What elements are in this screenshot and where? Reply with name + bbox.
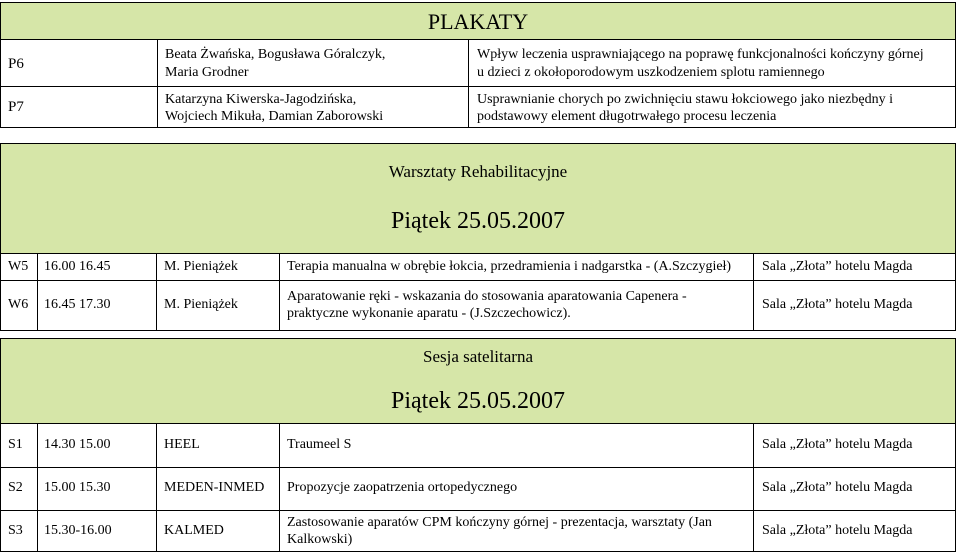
workshop-room: Sala „Złota” hotelu Magda [762,259,913,274]
workshops-col-divider-4 [753,253,754,331]
satellite-room: Sala „Złota” hotelu Magda [762,480,913,495]
workshops-heading: Warsztaty Rehabilitacyjne [388,162,568,181]
satellite-id: S2 [8,480,23,495]
workshop-room: Sala „Złota” hotelu Magda [762,297,913,312]
satellite-topic-line: Kalkowski) [287,532,353,547]
workshop-topic-line: Aparatowanie ręki - wskazania do stosowania aparatowania Capenera - [287,289,687,304]
satellite-company: MEDEN-INMED [164,480,265,495]
workshop-topic-line: praktyczne wykonanie aparatu - (J.Szczechowicz). [287,306,571,321]
satellite-id: S1 [8,437,23,452]
satellite-time: 15.30-16.00 [44,523,112,538]
satellite-col-divider-4 [753,423,754,552]
workshops-row-divider [0,280,956,281]
satellite-id: S3 [8,523,23,538]
workshop-id: W5 [8,259,29,274]
satellite-row-divider-1 [0,467,956,468]
posters-heading: PLAKATY [0,2,956,40]
workshop-lead: M. Pieniążek [164,297,238,312]
workshop-lead: M. Pieniążek [164,259,238,274]
poster-title-line: podstawowy element długotrwałego procesu leczenia [477,109,777,124]
satellite-company: KALMED [164,523,224,538]
workshop-time: 16.00 16.45 [44,259,111,274]
poster-authors-line: Katarzyna Kiwerska-Jagodzińska, [165,92,357,107]
satellite-col-divider-2 [156,423,157,552]
workshop-topic-line: Terapia manualna w obrębie łokcia, przedramienia i nadgarstka - (A.Szczygieł) [287,259,732,274]
satellite-date: Piątek 25.05.2007 [391,388,565,414]
workshops-col-divider-2 [156,253,157,331]
poster-id: P6 [8,56,24,72]
satellite-time: 14.30 15.00 [44,437,111,452]
workshop-id: W6 [8,297,29,312]
satellite-company: HEEL [164,437,200,452]
poster-authors-line: Wojciech Mikuła, Damian Zaborowski [165,109,384,124]
posters-col-divider-2 [468,39,469,128]
satellite-topic-line: Propozycje zaopatrzenia ortopedycznego [287,480,518,495]
posters-row-divider [0,86,956,87]
satellite-col-divider-3 [279,423,280,552]
poster-authors-line: Beata Żwańska, Bogusława Góralczyk, [165,47,386,62]
poster-title-line: Wpływ leczenia usprawniającego na poprawę funkcjonalności kończyny górnej [477,47,924,62]
satellite-time: 15.00 15.30 [44,480,111,495]
satellite-heading: Sesja satelitarna [423,347,533,366]
satellite-topic-line: Traumeel S [287,437,352,452]
poster-id: P7 [8,99,24,115]
workshops-header [0,143,956,254]
poster-title-line: Usprawnianie chorych po zwichnięciu stawu łokciowego jako niezbędny i [477,92,893,107]
satellite-room: Sala „Złota” hotelu Magda [762,437,913,452]
satellite-room: Sala „Złota” hotelu Magda [762,523,913,538]
poster-title-line: u dzieci z okołoporodowym uszkodzeniem splotu ramiennego [477,65,825,80]
posters-col-divider-1 [157,39,158,128]
satellite-row-divider-2 [0,510,956,511]
workshops-date: Piątek 25.05.2007 [391,208,565,234]
workshops-col-divider-1 [37,253,38,331]
workshops-col-divider-3 [279,253,280,331]
workshop-time: 16.45 17.30 [44,297,111,312]
poster-authors-line: Maria Grodner [165,65,249,80]
satellite-topic-line: Zastosowanie aparatów CPM kończyny górnej - prezentacja, warsztaty (Jan [287,515,712,530]
satellite-col-divider-1 [37,423,38,552]
